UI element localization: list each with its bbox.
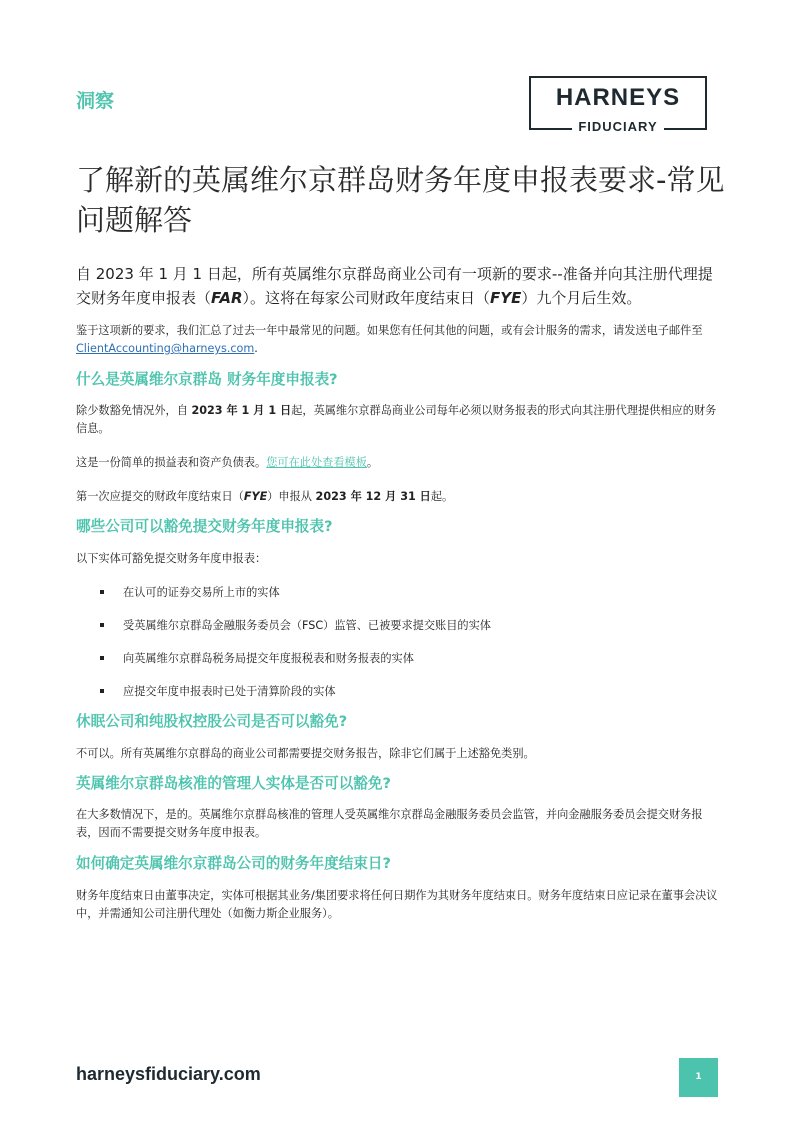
heading-approved-managers: 英属维尔京群岛核准的管理人实体是否可以豁免? [76, 775, 391, 792]
heading-exemptions: 哪些公司可以豁免提交财务年度申报表? [76, 518, 333, 535]
list-item [76, 617, 724, 650]
template-text: 这是一份简单的损益表和资产负债表。 [76, 456, 267, 469]
dormant-answer: 不可以。所有英属维尔京群岛的商业公司都需要提交财务报告，除非它们属于上述豁免类别。 [76, 747, 535, 760]
exemptions-intro: 以下实体可豁免提交财务年度申报表： [76, 552, 267, 565]
list-item-text: 受英属维尔京群岛金融服务委员会（FSC）监管、已被要求提交账目的实体 [123, 619, 491, 632]
bullet-square-icon [100, 590, 104, 594]
template-link[interactable]: 您可在此处查看模板 [266, 456, 367, 469]
footer-website[interactable]: harneysfiduciary.com [76, 1064, 261, 1084]
summary-text: 鉴于这项新的要求，我们汇总了过去一年中最常见的问题。如果您有任何其他的问题，或有会计服务的需求，请发送电子邮件至 [76, 324, 703, 337]
intro-text-3: ）九个月后生效。 [521, 289, 642, 307]
list-item-text: 在认可的证券交易所上市的实体 [123, 586, 280, 599]
q1-text-b: 起，英属维尔京群岛商业公司每年必须以财务报表的形式向其注册代理提供相应的财务信息。 [76, 404, 717, 435]
logo-wordmark: HARNEYS [555, 84, 681, 111]
template-paragraph [76, 454, 724, 472]
logo-subtitle: FIDUCIARY [572, 119, 663, 134]
first-fye-text-a: 第一次应提交的财政年度结束日（ [76, 490, 244, 503]
list-item-text: 应提交年度申报表时已处于清算阶段的实体 [123, 685, 336, 698]
first-fye-date: 2023 年 12 月 31 日 [315, 490, 431, 503]
list-item [76, 683, 724, 716]
exemptions-list [76, 584, 724, 716]
fye-abbreviation: FYE [490, 289, 522, 307]
bullet-square-icon [100, 689, 104, 693]
bullet-square-icon [100, 623, 104, 627]
first-fye-text-b: ）申报从 [267, 490, 316, 503]
approved-managers-answer: 在大多数情况下，是的。英属维尔京群岛核准的管理人受英属维尔京群岛金融服务委员会监管，并向金融服务委员会提交财务报表，因而不需要提交财务年度申报表。 [76, 808, 703, 839]
far-definition-paragraph [76, 402, 724, 438]
list-item [76, 584, 724, 617]
section-label: 洞察 [76, 90, 115, 112]
fye-determination-answer: 财务年度结束日由董事决定，实体可根据其业务/集团要求将任何日期作为其财务年度结束日。财务年度结束日应记录在董事会决议中，并需通知公司注册代理处（如衡力斯企业服务）。 [76, 889, 718, 920]
heading-what-is-far: 什么是英属维尔京群岛 财务年度申报表? [76, 371, 338, 388]
harneys-fiduciary-logo[interactable] [529, 76, 707, 134]
summary-end: . [254, 342, 258, 355]
list-item [76, 650, 724, 683]
list-item-text: 向英属维尔京群岛税务局提交年度报税表和财务报表的实体 [123, 652, 414, 665]
bullet-square-icon [100, 656, 104, 660]
first-fye-text-c: 起。 [430, 490, 454, 503]
page-title: 了解新的英属维尔京群岛财务年度申报表要求-常见问题解答 [76, 163, 725, 237]
first-fye-paragraph [76, 488, 724, 506]
logo-subtitle-bar [525, 118, 711, 134]
intro-text-1: 自 2023 年 1 月 1 日起，所有英属维尔京群岛商业公司有一项新的要求--准备并向其注册代理提交财务年度申报表（ [76, 265, 713, 307]
email-link[interactable]: ClientAccounting@harneys.com [76, 342, 255, 355]
first-fye-abbr: FYE [243, 490, 268, 503]
template-end: 。 [366, 456, 379, 469]
q1-text-a: 除少数豁免情况外，自 [76, 404, 192, 417]
far-abbreviation: FAR [211, 289, 243, 307]
heading-dormant-companies: 休眠公司和纯股权控股公司是否可以豁免? [76, 713, 348, 730]
page-number: 1 [679, 1058, 718, 1097]
q1-date: 2023 年 1 月 1 日 [191, 404, 292, 417]
intro-text-2: ）。这将在每家公司财政年度结束日（ [242, 289, 491, 307]
intro-paragraph [76, 262, 724, 310]
summary-paragraph [76, 322, 724, 358]
main-content [76, 322, 724, 923]
heading-fye-determination: 如何确定英属维尔京群岛公司的财务年度结束日? [76, 855, 391, 872]
